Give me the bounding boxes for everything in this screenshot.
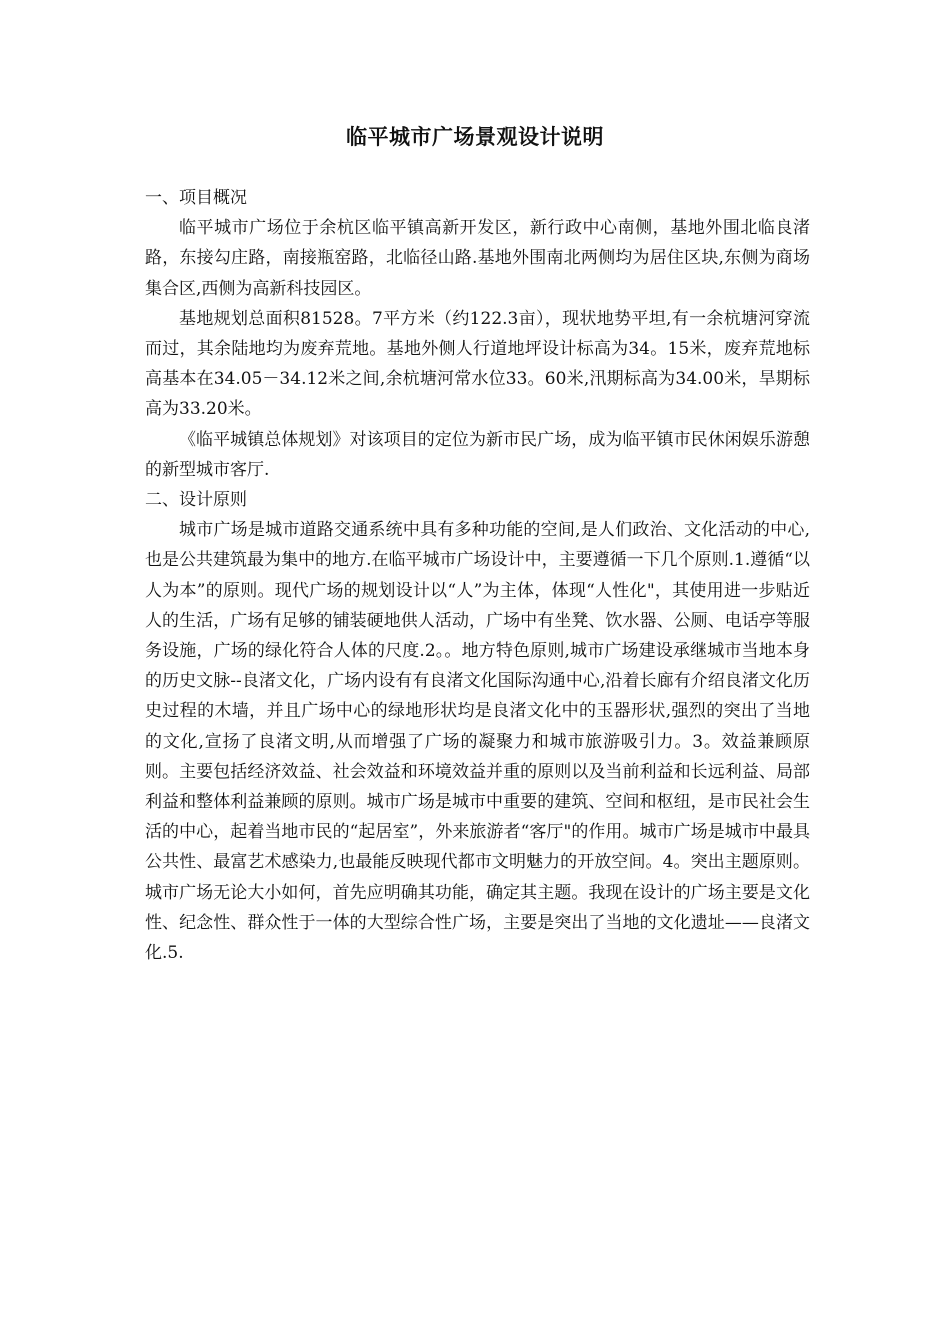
paragraph-location: 临平城市广场位于余杭区临平镇高新开发区，新行政中心南侧，基地外围北临良渚路，东接勾庄路，南接瓶窑路，北临径山路.基地外围南北两侧均为居住区块,东侧为商场集合区,西侧为高新科技园区。 (145, 218, 810, 299)
paragraph-design-principles: 城市广场是城市道路交通系统中具有多种功能的空间,是人们政治、文化活动的中心,也是公共建筑最为集中的地方.在临平城市广场设计中，主要遵循一下几个原则.1.遵循“以人为本”的原则。现代广场的规划设计以“人”为主体，体现“人性化"，其使用进一步贴近人的生活，广场有足够的铺装硬地供人活动，广场中有坐凳、饮水器、公厕、电话亭等服务设施，广场的绿化符合人体的尺度.2。。地方特色原则,城市广场建设承继城市当地本身的历史文脉--良渚文化，广场内设有有良渚文化国际沟通中心,沿着长廊有介绍良渚文化历史过程的木墙，并且广场中心的绿地形状均是良渚文化中的玉器形状,强烈的突出了当地的文化,宣扬了良渚文明,从而增强了广场的凝聚力和城市旅游吸引力。3。效益兼顾原则。主要包括经济效益、社会效益和环境效益并重的原则以及当前利益和长远利益、局部利益和整体利益兼顾的原则。城市广场是城市中重要的建筑、空间和枢纽，是市民社会生活的中心，起着当地市民的“起居室”，外来旅游者“客厅"的作用。城市广场是城市中最具公共性、最富艺术感染力,也最能反映现代都市文明魅力的开放空间。4。突出主题原则。城市广场无论大小如何，首先应明确其功能，确定其主题。我现在设计的广场主要是文化性、纪念性、群众性于一体的大型综合性广场，主要是突出了当地的文化遗址——良渚文化.5. (145, 520, 810, 964)
section-heading-project-overview: 一、项目概况 (145, 188, 247, 208)
paragraph-positioning: 《临平城镇总体规划》对该项目的定位为新市民广场，成为临平镇市民休闲娱乐游憩的新型城市客厅. (145, 429, 810, 480)
document-body (145, 183, 810, 968)
document-title: 临平城市广场景观设计说明 (346, 125, 604, 149)
section-heading-design-principles: 二、设计原则 (145, 490, 247, 511)
paragraph-site-area: 基地规划总面积81528。7平方米（约122.3亩），现状地势平坦,有一余杭塘河穿流而过，其余陆地均为废弃荒地。基地外侧人行道地坪设计标高为34。15米，废弃荒地标高基本在34.05－34.12米之间,余杭塘河常水位33。60米,汛期标高为34.00米，旱期标高为33.20米。 (145, 308, 810, 420)
